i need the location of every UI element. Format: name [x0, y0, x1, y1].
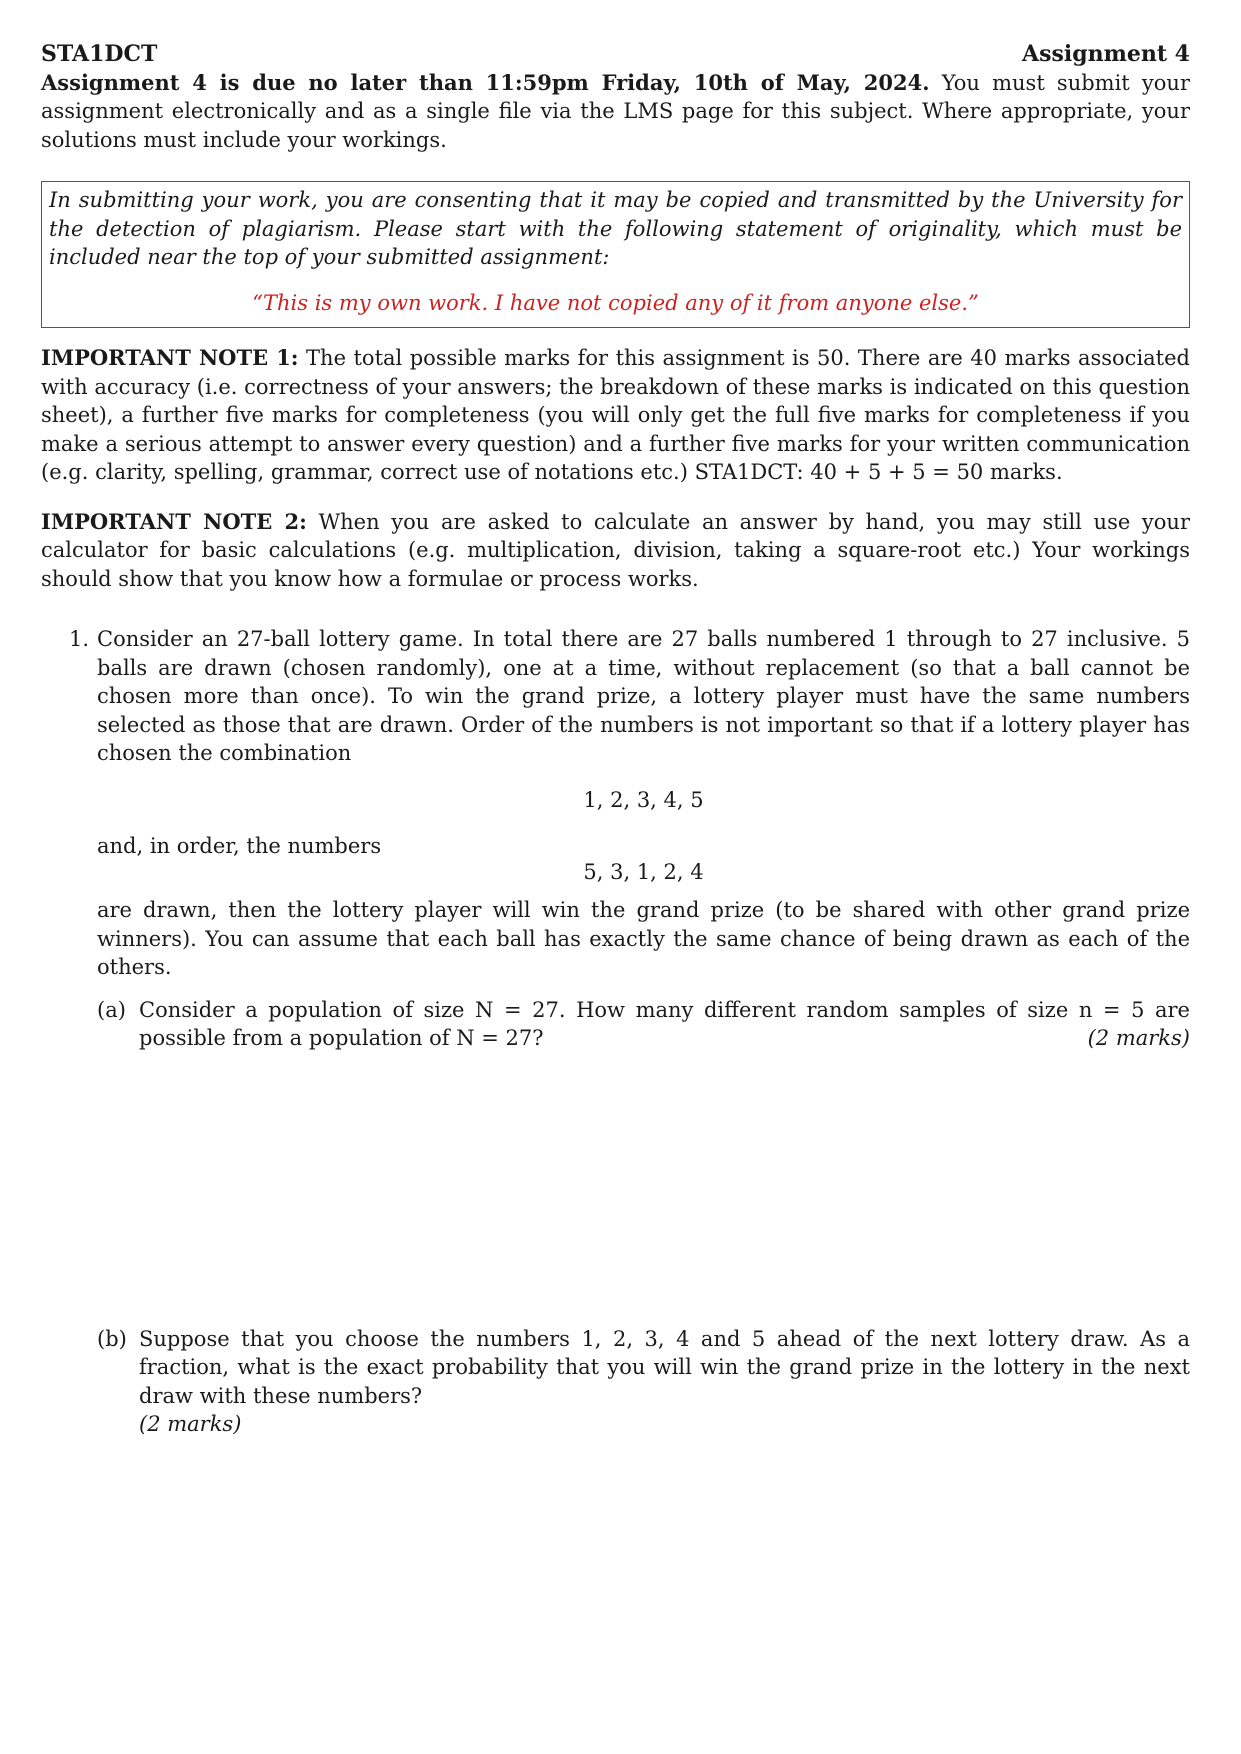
- question-body: [97, 625, 1190, 1439]
- part-b-marks: (2 marks): [139, 1412, 242, 1436]
- question-1: [41, 625, 1190, 1439]
- note-2-text: When you are asked to calculate an answer by hand, you may still use your calculator for basic calculations (e.g. multiplication, division, taking a square-root etc.) Your workings should show that you know how a formulae or process works.: [41, 509, 1190, 591]
- part-b-text: Suppose that you choose the numbers 1, 2, 3, 4 and 5 ahead of the next lottery draw. As a fraction, what is the exact probability that you will win the grand prize in the lottery in the next draw with these numbers?: [139, 1326, 1190, 1408]
- chosen-combination: 1, 2, 3, 4, 5: [583, 787, 704, 812]
- document-page: [41, 40, 1190, 1439]
- question-text: Consider an 27-ball lottery game. In total there are 27 balls numbered 1 through to 27 inclusive. 5 balls are drawn (chosen randomly), one at a time, without replacement (so that a ball cannot be chosen more than once). To win the grand prize, a lottery player must have the same numbers selected as those that are drawn. Order of the numbers is not important so that if a lottery player has chosen the combination: [97, 627, 1190, 765]
- note-1-label: IMPORTANT NOTE 1:: [41, 345, 299, 370]
- part-a: [97, 996, 1190, 1053]
- originality-notice-text: In submitting your work, you are consenting that it may be copied and transmitted by the University for the detection of plagiarism. Please start with the following statement of originality, which must be included near the top of your submitted assignment:: [49, 188, 1182, 269]
- important-note-2: [41, 508, 1190, 594]
- originality-statement: “This is my own work. I have not copied any of it from anyone else.”: [252, 290, 979, 315]
- header: [41, 40, 1190, 69]
- course-code: STA1DCT: [41, 41, 158, 67]
- part-a-label: (a): [97, 997, 126, 1022]
- part-b: [97, 1325, 1190, 1439]
- and-text: and, in order, the numbers: [97, 834, 382, 858]
- after-text: are drawn, then the lottery player will win the grand prize (to be shared with other grand prize winners). You can assume that each ball has exactly the same chance of being drawn as each of the others.: [97, 898, 1190, 979]
- assignment-label: Assignment 4: [1022, 41, 1190, 67]
- note-1-text: The total possible marks for this assignment is 50. There are 40 marks associated with accuracy (i.e. correctness of your answers; the breakdown of these marks is indicated on this question sheet), a further five marks for completeness (you will only get the full five marks for completeness if you make a serious attempt to answer every question) and a further five marks for your written communication (e.g. clarity, spelling, grammar, correct use of notations etc.) STA1DCT: 40 + 5 + 5 = 50 marks.: [41, 346, 1190, 484]
- intro-paragraph: [41, 69, 1190, 155]
- important-note-1: [41, 344, 1190, 487]
- originality-notice-box: [41, 181, 1190, 328]
- question-number: 1.: [68, 627, 89, 651]
- part-a-marks: (2 marks): [1087, 1026, 1190, 1050]
- due-date-statement: Assignment 4 is due no later than 11:59pm Friday, 10th of May, 2024.: [41, 69, 930, 95]
- note-2-label: IMPORTANT NOTE 2:: [41, 508, 307, 534]
- drawn-numbers: 5, 3, 1, 2, 4: [583, 859, 704, 884]
- part-b-label: (b): [97, 1326, 127, 1351]
- part-a-text: Consider a population of size N = 27. How many different random samples of size n = 5 are possible from a population of N = 27?: [139, 997, 1190, 1050]
- submission-instructions: You must submit your assignment electronically and as a single file via the LMS page for this subject. Where appropriate, your solutions must include your workings.: [41, 70, 1190, 152]
